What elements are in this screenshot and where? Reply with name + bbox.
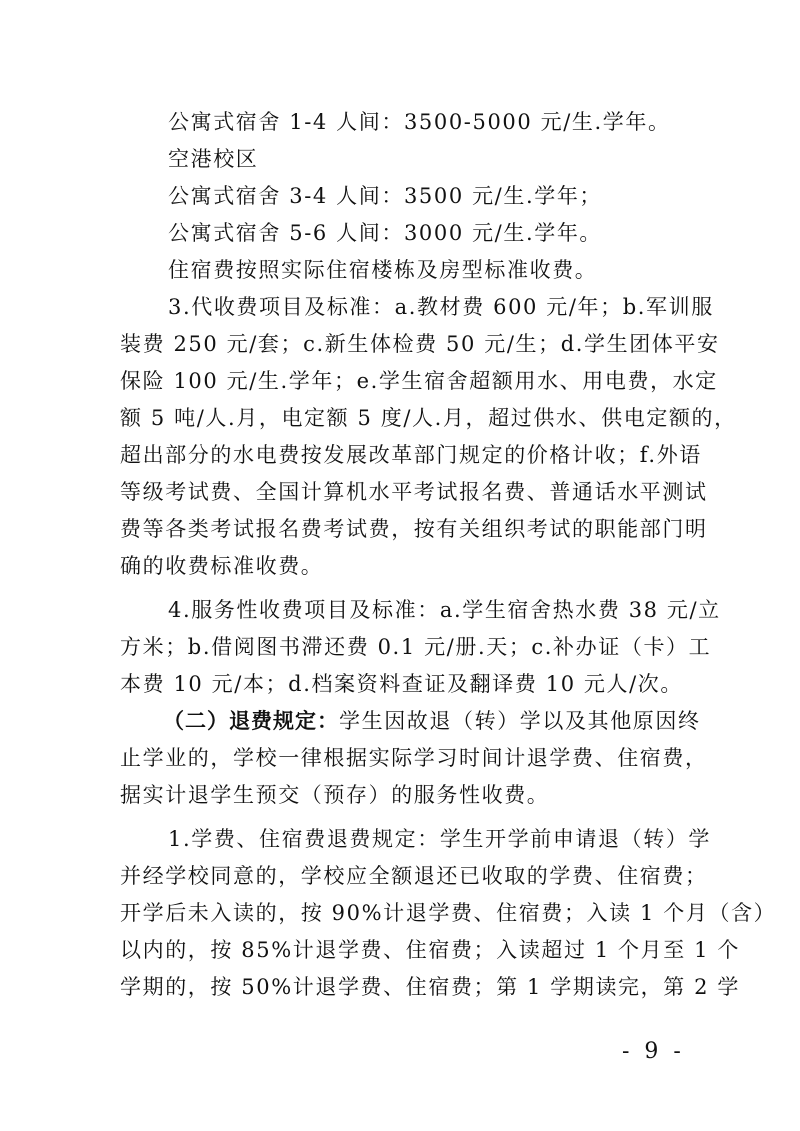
text-line: 止学业的，学校一律根据实际学习时间计退学费、住宿费， — [120, 746, 708, 770]
text-line: 公寓式宿舍 3-4 人间：3500 元/生.学年； — [168, 184, 603, 208]
text-line: 4.服务性收费项目及标准：a.学生宿舍热水费 38 元/立 — [168, 598, 721, 622]
section-text: 学生因故退（转）学以及其他原因终 — [339, 709, 701, 733]
text-line: 公寓式宿舍 5-6 人间：3000 元/生.学年。 — [168, 221, 603, 245]
text-line: 方米；b.借阅图书滞还费 0.1 元/册.天；c.补办证（卡）工 — [120, 635, 712, 659]
text-line: 空港校区 — [168, 147, 259, 171]
text-line: 超出部分的水电费按发展改革部门规定的价格计收；f.外语 — [120, 443, 702, 467]
section-heading-line — [163, 707, 800, 735]
text-line: 据实计退学生预交（预存）的服务性收费。 — [120, 783, 550, 807]
text-line: 以内的，按 85%计退学费、住宿费；入读超过 1 个月至 1 个 — [120, 938, 740, 962]
text-line: 确的收费标准收费。 — [120, 554, 324, 578]
text-line: 本费 10 元/本；d.档案资料查证及翻译费 10 元人/次。 — [120, 672, 684, 696]
text-line: 1.学费、住宿费退费规定：学生开学前申请退（转）学 — [168, 827, 712, 851]
text-line: 公寓式宿舍 1-4 人间：3500-5000 元/生.学年。 — [168, 110, 671, 134]
section-heading: （二）退费规定： — [163, 709, 339, 733]
page-number: - 9 - — [622, 1039, 685, 1064]
text-line: 额 5 吨/人.月，电定额 5 度/人.月，超过供水、供电定额的， — [120, 406, 737, 430]
text-line: 费等各类考试报名费考试费，按有关组织考试的职能部门明 — [120, 517, 708, 541]
text-line: 学期的，按 50%计退学费、住宿费；第 1 学期读完，第 2 学 — [120, 975, 740, 999]
text-line: 装费 250 元/套；c.新生体检费 50 元/生；d.学生团体平安 — [120, 332, 720, 356]
text-line: 3.代收费项目及标准：a.教材费 600 元/年；b.军训服 — [168, 295, 714, 319]
text-line: 并经学校同意的，学校应全额退还已收取的学费、住宿费； — [120, 864, 708, 888]
text-line: 保险 100 元/生.学年；e.学生宿舍超额用水、用电费，水定 — [120, 369, 718, 393]
text-line: 住宿费按照实际住宿楼栋及房型标准收费。 — [168, 258, 598, 282]
text-line: 开学后未入读的，按 90%计退学费、住宿费；入读 1 个月（含） — [120, 901, 777, 925]
text-line: 等级考试费、全国计算机水平考试报名费、普通话水平测试 — [120, 480, 708, 504]
